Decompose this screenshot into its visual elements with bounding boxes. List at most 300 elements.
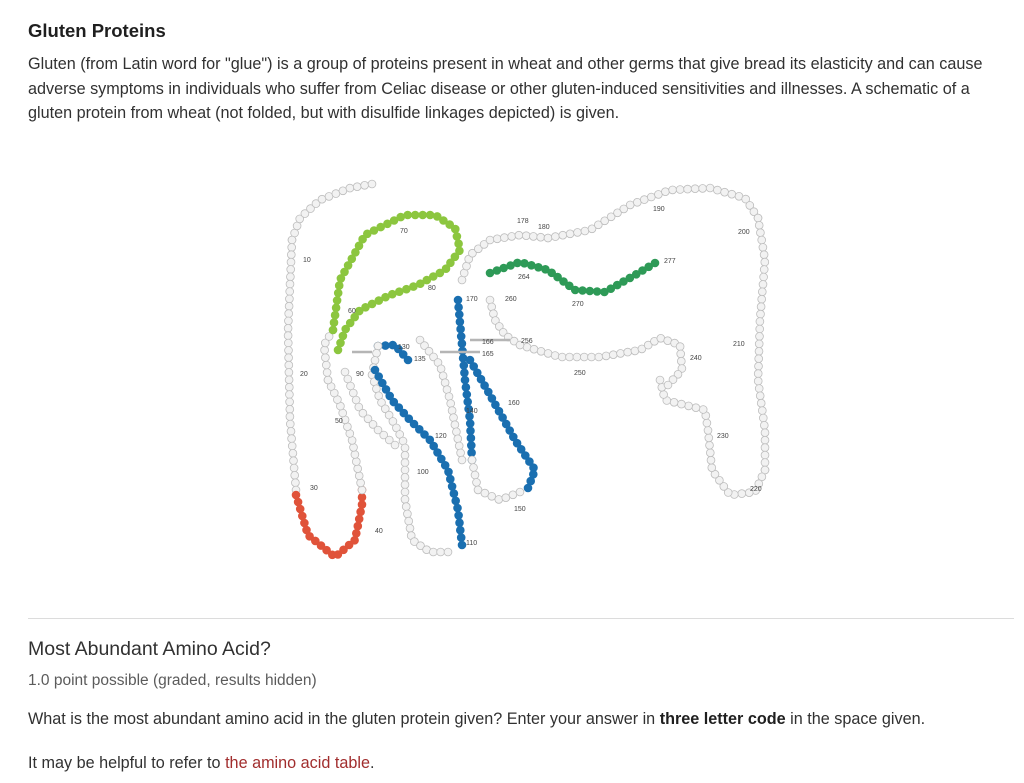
amino-acid-table-link[interactable]: the amino acid table: [225, 754, 370, 772]
residue-bead: [574, 229, 582, 237]
residue-bead: [586, 287, 594, 295]
residue-bead: [493, 235, 501, 243]
residue-bead: [322, 361, 330, 369]
residue-bead: [708, 464, 716, 472]
residue-bead: [288, 236, 296, 244]
residue-bead: [374, 342, 382, 350]
position-label: 165: [482, 351, 494, 358]
residue-bead: [463, 262, 471, 270]
residue-bead: [287, 251, 295, 259]
residue-bead: [759, 414, 767, 422]
residue-bead: [458, 541, 466, 549]
position-label: 100: [417, 469, 429, 476]
residue-bead: [358, 501, 366, 509]
residue-bead: [760, 251, 768, 259]
residue-bead: [593, 288, 601, 296]
residue-bead: [288, 442, 296, 450]
residue-bead: [324, 376, 332, 384]
chain-top-right: [544, 184, 762, 242]
residue-bead: [401, 496, 409, 504]
residue-bead: [486, 236, 494, 244]
residue-bead: [454, 435, 462, 443]
residue-bead: [285, 369, 293, 377]
residue-bead: [755, 362, 763, 370]
position-label: 130: [398, 344, 410, 351]
residue-bead: [403, 285, 411, 293]
residue-bead: [287, 266, 295, 274]
residue-bead: [455, 311, 463, 319]
residue-bead: [453, 428, 461, 436]
residue-bead: [358, 486, 366, 494]
residue-bead: [458, 456, 466, 464]
residue-bead: [450, 414, 458, 422]
residue-bead: [444, 548, 452, 556]
residue-bead: [286, 413, 294, 421]
residue-bead: [454, 296, 462, 304]
chain-hairpin-return: [324, 376, 366, 494]
residue-bead: [458, 340, 466, 348]
residue-bead: [451, 421, 459, 429]
position-label: 166: [482, 339, 494, 346]
residue-bead: [460, 362, 468, 370]
residue-bead: [334, 289, 342, 297]
residue-bead: [289, 449, 297, 457]
residue-bead: [288, 435, 296, 443]
residue-bead: [401, 444, 409, 452]
residue-bead: [351, 536, 359, 544]
residue-bead: [331, 311, 339, 319]
residue-bead: [337, 339, 345, 347]
residue-bead: [298, 512, 306, 520]
residue-bead: [662, 188, 670, 196]
residue-bead: [455, 512, 463, 520]
section-divider: [28, 618, 1014, 619]
residue-bead: [537, 347, 545, 355]
residue-bead: [452, 497, 460, 505]
position-label: 50: [335, 418, 343, 425]
residue-bead: [761, 451, 769, 459]
position-label: 110: [466, 540, 478, 547]
position-label: 10: [303, 257, 311, 264]
residue-bead: [411, 211, 419, 219]
residue-bead: [294, 498, 302, 506]
residue-bead: [669, 186, 677, 194]
residue-bead: [405, 517, 413, 525]
residue-bead: [401, 459, 409, 467]
chain-left-column: [284, 236, 300, 494]
residue-bead: [609, 351, 617, 359]
residue-bead: [450, 490, 458, 498]
residue-bead: [757, 310, 765, 318]
residue-bead: [758, 407, 766, 415]
residue-bead: [406, 524, 414, 532]
residue-bead: [457, 333, 465, 341]
residue-bead: [677, 357, 685, 365]
chain-green-right: [486, 259, 659, 296]
residue-bead: [456, 526, 464, 534]
residue-bead: [631, 347, 639, 355]
residue-bead: [290, 464, 298, 472]
position-label: 60: [348, 308, 356, 315]
residue-bead: [445, 468, 453, 476]
position-label: 180: [538, 224, 550, 231]
position-label: 150: [514, 506, 526, 513]
residue-bead: [321, 346, 329, 354]
chain-red-hairpin: [292, 486, 366, 559]
residue-bead: [292, 491, 300, 499]
residue-bead: [357, 479, 365, 487]
residue-bead: [602, 352, 610, 360]
residue-bead: [760, 266, 768, 274]
residue-bead: [453, 233, 461, 241]
residue-bead: [368, 180, 376, 188]
residue-bead: [286, 398, 294, 406]
residue-bead: [286, 391, 294, 399]
residue-bead: [755, 221, 763, 229]
residue-bead: [419, 211, 427, 219]
page-title: Gluten Proteins: [28, 20, 166, 41]
residue-bead: [558, 353, 566, 361]
residue-bead: [286, 405, 294, 413]
residue-bead: [401, 451, 409, 459]
residue-bead: [454, 504, 462, 512]
residue-bead: [522, 232, 530, 240]
residue-bead: [456, 318, 464, 326]
residue-bead: [323, 369, 331, 377]
residue-bead: [579, 287, 587, 295]
position-label: 210: [733, 341, 745, 348]
residue-bead: [566, 353, 574, 361]
residue-bead: [470, 464, 478, 472]
residue-bead: [287, 258, 295, 266]
residue-bead: [595, 353, 603, 361]
residue-bead: [759, 281, 767, 289]
residue-bead: [355, 472, 363, 480]
residue-bead: [287, 427, 295, 435]
residue-bead: [692, 404, 700, 412]
residue-bead: [456, 519, 464, 527]
residue-bead: [468, 456, 476, 464]
residue-bead: [352, 458, 360, 466]
residue-bead: [292, 479, 300, 487]
residue-bead: [284, 339, 292, 347]
residue-bead: [285, 354, 293, 362]
residue-bead: [471, 471, 479, 479]
residue-bead: [544, 234, 552, 242]
residue-bead: [455, 240, 463, 248]
position-label: 190: [653, 206, 665, 213]
residue-bead: [464, 398, 472, 406]
residue-bead: [285, 317, 293, 325]
residue-bead: [761, 459, 769, 467]
residue-bead: [322, 354, 330, 362]
residue-bead: [647, 193, 655, 201]
residue-bead: [581, 227, 589, 235]
position-label: 200: [738, 229, 750, 236]
residue-bead: [401, 473, 409, 481]
residue-bead: [287, 273, 295, 281]
residue-bead: [699, 406, 707, 414]
residue-bead: [761, 429, 769, 437]
residue-bead: [329, 326, 337, 334]
position-label: 170: [466, 296, 478, 303]
residue-bead: [535, 263, 543, 271]
residue-bead: [516, 488, 524, 496]
chain-right-column: [754, 214, 769, 474]
residue-bead: [457, 449, 465, 457]
position-label: 220: [750, 486, 762, 493]
question-help: [28, 754, 374, 773]
position-label: 178: [517, 218, 529, 225]
residue-bead: [466, 420, 474, 428]
question-title: Most Abundant Amino Acid?: [28, 638, 271, 660]
residue-bead: [391, 441, 399, 449]
residue-bead: [401, 488, 409, 496]
residue-bead: [678, 400, 686, 408]
residue-bead: [706, 449, 714, 457]
residue-bead: [756, 318, 764, 326]
residue-bead: [288, 244, 296, 252]
residue-bead: [676, 186, 684, 194]
residue-bead: [624, 348, 632, 356]
residue-bead: [330, 319, 338, 327]
residue-bead: [714, 186, 722, 194]
residue-bead: [446, 475, 454, 483]
residue-bead: [333, 297, 341, 305]
residue-bead: [509, 491, 517, 499]
residue-bead: [448, 407, 456, 415]
residue-bead: [757, 303, 765, 311]
residue-bead: [332, 304, 340, 312]
residue-bead: [761, 436, 769, 444]
residue-bead: [656, 376, 664, 384]
residue-bead: [676, 343, 684, 351]
residue-bead: [358, 493, 366, 501]
residue-bead: [284, 332, 292, 340]
residue-bead: [447, 400, 455, 408]
residue-bead: [508, 233, 516, 241]
residue-bead: [758, 236, 766, 244]
residue-bead: [353, 183, 361, 191]
residue-bead: [467, 427, 475, 435]
residue-bead: [350, 444, 358, 452]
residue-bead: [551, 352, 559, 360]
residue-bead: [524, 484, 532, 492]
residue-bead: [457, 325, 465, 333]
position-label: 20: [300, 371, 308, 378]
position-label: 90: [356, 371, 364, 378]
residue-bead: [451, 225, 459, 233]
chain-green-upper: [329, 211, 463, 354]
residue-bead: [286, 288, 294, 296]
residue-bead: [382, 342, 390, 350]
residue-bead: [754, 370, 762, 378]
residue-bead: [355, 515, 363, 523]
question-text-emphasis: three letter code: [659, 710, 786, 728]
residue-bead: [284, 324, 292, 332]
residue-bead: [401, 466, 409, 474]
residue-bead: [437, 365, 445, 373]
residue-bead: [285, 383, 293, 391]
chain-upper-center: [458, 231, 552, 284]
position-label: 30: [310, 485, 318, 492]
residue-bead: [404, 356, 412, 364]
residue-bead: [404, 211, 412, 219]
residue-bead: [285, 361, 293, 369]
residue-bead: [530, 345, 538, 353]
residue-bead: [685, 402, 693, 410]
residue-bead: [501, 234, 509, 242]
residue-bead: [721, 188, 729, 196]
residue-bead: [285, 376, 293, 384]
residue-bead: [670, 398, 678, 406]
residue-bead: [346, 184, 354, 192]
residue-bead: [397, 213, 405, 221]
residue-bead: [502, 494, 510, 502]
residue-bead: [290, 457, 298, 465]
residue-bead: [552, 233, 560, 241]
residue-bead: [455, 303, 463, 311]
residue-bead: [537, 233, 545, 241]
residue-bead: [626, 201, 634, 209]
residue-bead: [761, 444, 769, 452]
residue-bead: [463, 391, 471, 399]
residue-bead: [660, 391, 668, 399]
position-label: 120: [435, 433, 447, 440]
residue-bead: [755, 355, 763, 363]
residue-bead: [426, 211, 434, 219]
residue-bead: [455, 442, 463, 450]
position-label: 160: [508, 400, 520, 407]
residue-bead: [755, 347, 763, 355]
residue-bead: [461, 376, 469, 384]
position-label: 240: [690, 355, 702, 362]
residue-bead: [754, 377, 762, 385]
residue-bead: [354, 522, 362, 530]
residue-bead: [756, 392, 764, 400]
position-label: 230: [717, 433, 729, 440]
residue-bead: [371, 357, 379, 365]
residue-bead: [703, 419, 711, 427]
residue-bead: [573, 353, 581, 361]
residue-bead: [461, 369, 469, 377]
residue-bead: [467, 434, 475, 442]
residue-bead: [335, 282, 343, 290]
residue-bead: [761, 258, 769, 266]
residue-bead: [286, 420, 294, 428]
chain-hairpin-center: [468, 456, 524, 503]
chain-nterm: [288, 180, 376, 244]
residue-bead: [684, 185, 692, 193]
residue-bead: [286, 295, 294, 303]
position-label: 270: [572, 301, 584, 308]
intro-paragraph: Gluten (from Latin word for "glue") is a group of proteins present in wheat and other germs that give bread its elasticity and can cause adverse symptoms in individuals who suffer from Celiac disease or other gluten-induced sensitivities and illnesses. A schematic of a gluten protein from wheat (not folded, but with disulfide linkages depicted) is given.: [28, 55, 983, 122]
residue-bead: [473, 479, 481, 487]
residue-bead: [361, 181, 369, 189]
residue-bead: [566, 230, 574, 238]
residue-bead: [462, 383, 470, 391]
gluten-protein-schematic: [252, 175, 792, 580]
question-text-end: in the space given.: [785, 710, 926, 728]
residue-bead: [758, 295, 766, 303]
residue-bead: [429, 548, 437, 556]
chain-bottom-right: [656, 376, 769, 498]
position-label: 250: [574, 370, 586, 377]
residue-bead: [756, 325, 764, 333]
residue-bead: [402, 503, 410, 511]
residue-bead: [515, 231, 523, 239]
residue-bead: [544, 350, 552, 358]
help-text-end: .: [369, 754, 375, 772]
residue-bead: [468, 449, 476, 457]
residue-bead: [373, 349, 381, 357]
position-label: 264: [518, 274, 530, 281]
residue-bead: [495, 496, 503, 504]
residue-bead: [467, 442, 475, 450]
residue-bead: [334, 346, 342, 354]
residue-bead: [760, 421, 768, 429]
residue-bead: [757, 399, 765, 407]
residue-bead: [448, 483, 456, 491]
residue-bead: [301, 519, 309, 527]
position-label: 260: [505, 296, 517, 303]
residue-bead: [285, 347, 293, 355]
position-label: 70: [400, 228, 408, 235]
residue-bead: [728, 190, 736, 198]
residue-bead: [354, 465, 362, 473]
residue-bead: [706, 184, 714, 192]
residue-bead: [445, 393, 453, 401]
residue-bead: [755, 385, 763, 393]
residue-bead: [285, 310, 293, 318]
residue-bead: [404, 510, 412, 518]
residue-bead: [704, 427, 712, 435]
residue-bead: [528, 261, 536, 269]
chain-inner-column: [321, 326, 337, 384]
residue-bead: [707, 456, 715, 464]
residue-bead: [677, 350, 685, 358]
residue-bead: [437, 548, 445, 556]
position-label: 135: [414, 356, 426, 363]
residue-bead: [754, 214, 762, 222]
residue-bead: [699, 185, 707, 193]
residue-bead: [617, 350, 625, 358]
residue-bead: [756, 333, 764, 341]
residue-bead: [580, 353, 588, 361]
residue-bead: [691, 185, 699, 193]
residue-bead: [351, 451, 359, 459]
residue-bead: [357, 508, 365, 516]
residue-bead: [571, 286, 579, 294]
residue-bead: [664, 381, 672, 389]
residue-bead: [457, 534, 465, 542]
residue-bead: [706, 441, 714, 449]
residue-bead: [651, 259, 659, 267]
question-points: 1.0 point possible (graded, results hidden): [28, 672, 317, 689]
help-text: It may be helpful to refer to: [28, 754, 226, 772]
residue-bead: [738, 490, 746, 498]
position-label: 256: [521, 338, 533, 345]
protein-chain-diagram: [252, 175, 792, 580]
residue-bead: [757, 229, 765, 237]
residue-bead: [705, 434, 713, 442]
residue-bead: [401, 481, 409, 489]
position-label: 80: [428, 285, 436, 292]
residue-bead: [296, 505, 304, 513]
residue-bead: [760, 273, 768, 281]
question-text-start: What is the most abundant amino acid in the gluten protein given? Enter your answer in: [28, 710, 660, 728]
residue-bead: [285, 302, 293, 310]
